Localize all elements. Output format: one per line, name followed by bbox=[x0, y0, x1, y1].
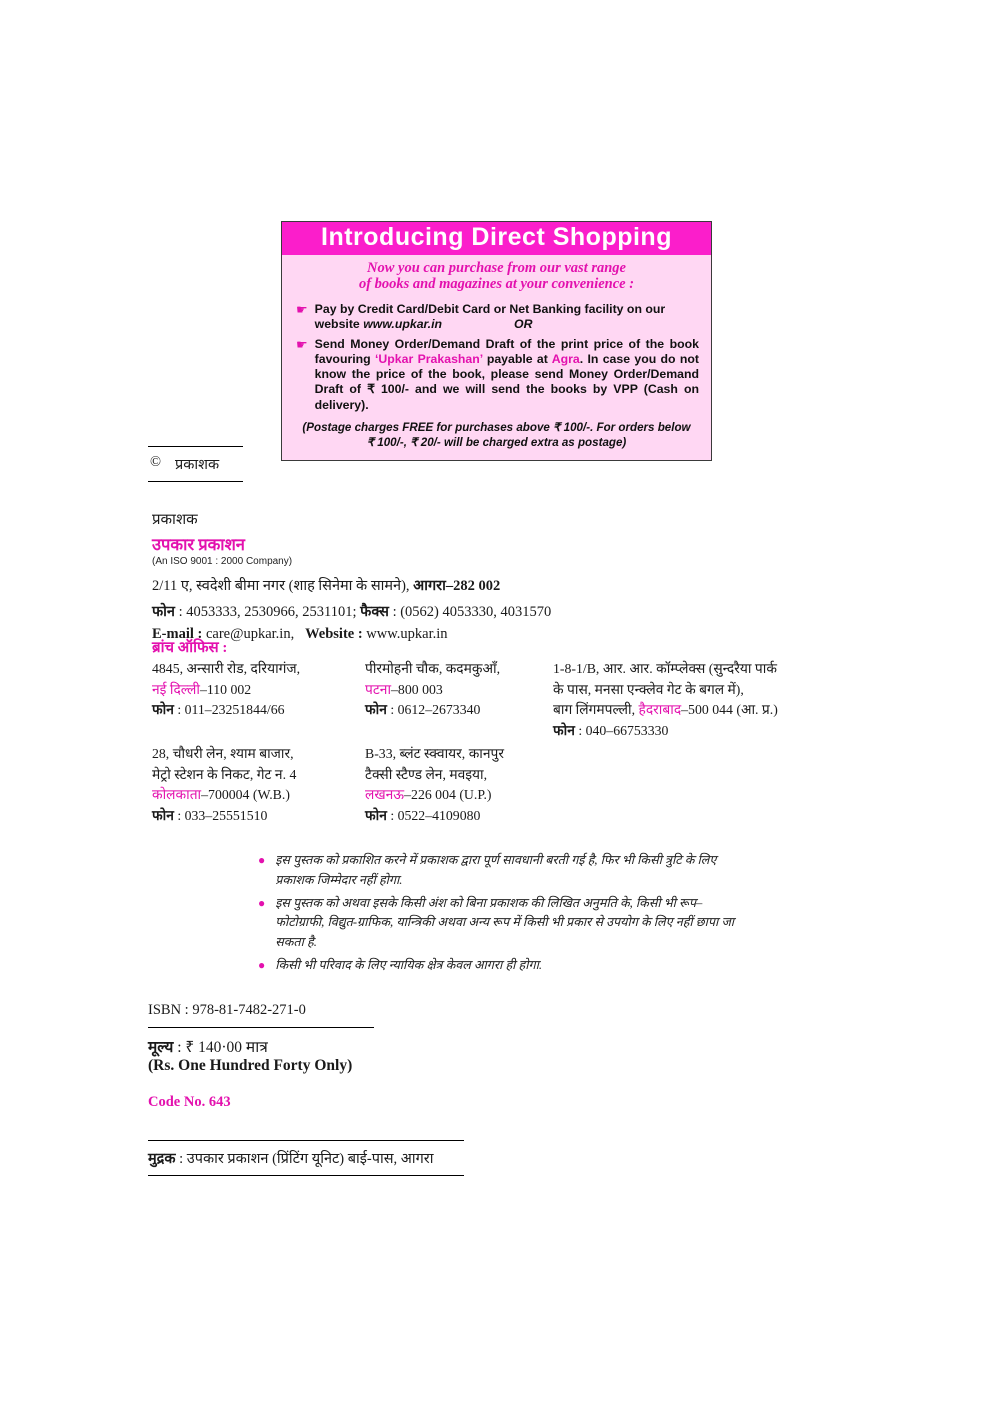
branch-address-line: 4845, अन्सारी रोड, दरियागंज, bbox=[152, 661, 301, 676]
brand-name-upkar-prakashan: ‘Upkar Prakashan’ bbox=[374, 351, 483, 366]
branch-new-delhi bbox=[152, 659, 300, 721]
branch-address-line: टैक्सी स्टैण्ड लेन, मवइया, bbox=[365, 766, 488, 782]
branch-city: लखनऊ bbox=[365, 787, 405, 802]
website-label: Website : bbox=[305, 626, 363, 642]
printer-label: मुद्रक bbox=[148, 1151, 176, 1167]
branch-phone: फोन : 033–25551510 bbox=[152, 807, 268, 823]
email-label: E-mail : bbox=[152, 626, 203, 642]
pointing-hand-icon: ☛ bbox=[296, 302, 308, 317]
branch-address-line: के पास, मनसा एन्क्लेव गेट के बगल में), bbox=[553, 681, 744, 697]
email-value: care@upkar.in, bbox=[205, 626, 295, 642]
price-line bbox=[148, 1035, 268, 1057]
isbn-number: ISBN : 978-81-7482-271-0 bbox=[148, 1002, 374, 1028]
branch-city-line: कोलकाता–700004 (W.B.) bbox=[152, 787, 290, 802]
promo-tagline-line2: of books and magazines at your convenience : bbox=[358, 276, 635, 292]
publisher-heading: प्रकाशक bbox=[152, 512, 198, 528]
phone-label: फोन bbox=[152, 603, 175, 620]
branch-kolkata bbox=[152, 744, 296, 826]
legal-note-reproduction bbox=[258, 894, 738, 953]
price-label: मूल्य bbox=[148, 1039, 174, 1056]
postage-note-line1: (Postage charges FREE for purchases above ₹ 100/-. For orders below bbox=[302, 421, 691, 435]
price-in-words: (Rs. One Hundred Forty Only) bbox=[148, 1057, 353, 1074]
branch-city-line: बाग लिंगमपल्ली, हैदराबाद–500 044 (आ. प्र.) bbox=[553, 702, 778, 717]
price-value: : ₹ 140·00 मात्र bbox=[177, 1039, 268, 1056]
city-agra: Agra bbox=[551, 351, 580, 366]
postage-note bbox=[292, 421, 701, 450]
copyright-label: प्रकाशक bbox=[175, 457, 220, 473]
promo-points bbox=[282, 292, 711, 413]
branch-city: पटना bbox=[365, 681, 392, 697]
branch-lucknow bbox=[365, 744, 504, 826]
promo-point-pay-line1: Pay by Credit Card/Debit Card or Net Banking facility on our bbox=[314, 302, 666, 316]
promo-tagline bbox=[282, 260, 711, 292]
legal-notes bbox=[258, 851, 738, 979]
branch-offices-heading: ब्रांच ऑफिस : bbox=[152, 640, 228, 656]
branch-city-line: पटना–800 003 bbox=[365, 681, 443, 697]
pointing-hand-icon: ☛ bbox=[296, 336, 308, 352]
branch-hyderabad bbox=[553, 659, 845, 741]
code-number: Code No. 643 bbox=[148, 1094, 231, 1110]
bullet-dot-icon: ● bbox=[258, 853, 266, 867]
branch-phone: फोन : 0522–4109080 bbox=[365, 807, 481, 823]
or-separator: OR bbox=[514, 317, 533, 332]
copyright-symbol: © bbox=[150, 454, 162, 470]
legal-note-text: इस पुस्तक को प्रकाशित करने में प्रकाशक द्वारा पूर्ण सावधानी बरती गई है, फिर भी किसी त्रुटि के लिए प्रकाशक जिम्मेदार नहीं होगा. bbox=[275, 853, 717, 887]
promo-point-money-order-text: Send Money Order/Demand Draft of the print price of the book favouring ‘Upkar Prakashan’ payable at Agra. In case you do not know the price of the book, please send Money Order/Demand Draft of ₹ 100/- and we will send the books by VPP (Cash on delivery). bbox=[314, 336, 699, 412]
iso-certification-note: (An ISO 9001 : 2000 Company) bbox=[152, 556, 293, 567]
legal-note-text: इस पुस्तक को अथवा इसके किसी अंश को बिना प्रकाशक की लिखित अनुमति के, किसी भी रूप–फोटोग्राफी, विद्युत-ग्राफिक, यान्त्रिकी अथवा अन्य रूप में किसी भी प्रकार से उपयोग के लिए नहीं छापा जा सकता है. bbox=[275, 895, 735, 950]
branch-city-line: लखनऊ–226 004 (U.P.) bbox=[365, 787, 492, 802]
branch-phone: फोन : 0612–2673340 bbox=[365, 702, 481, 717]
publisher-address-city: आगरा–282 002 bbox=[413, 578, 501, 594]
printer-block bbox=[148, 1140, 464, 1176]
publisher-address: 2/11 ए, स्वदेशी बीमा नगर (शाह सिनेमा के सामने), आगरा–282 002 bbox=[152, 578, 501, 594]
branch-patna bbox=[365, 659, 500, 721]
publisher-block bbox=[152, 509, 551, 649]
promo-box bbox=[281, 221, 712, 461]
branch-phone: फोन : 040–66753330 bbox=[553, 722, 669, 738]
legal-note-disclaimer bbox=[258, 851, 738, 891]
copyright-publisher-mark bbox=[148, 446, 243, 482]
branch-address-line: पीरमोहनी चौक, कदमकुआँ, bbox=[365, 661, 501, 676]
upkar-website-text: www.upkar.in bbox=[363, 317, 442, 332]
bullet-dot-icon: ● bbox=[258, 895, 266, 910]
branch-city-line: नई दिल्ली–110 002 bbox=[152, 681, 252, 697]
promo-point-pay-line2: website www.upkar.in OR bbox=[314, 317, 533, 332]
legal-note-text: किसी भी परिवाद के लिए न्यायिक क्षेत्र केवल आगरा ही होगा. bbox=[275, 957, 542, 972]
promo-tagline-line1: Now you can purchase from our vast range bbox=[366, 260, 626, 276]
bullet-dot-icon: ● bbox=[258, 957, 266, 972]
promo-point-pay-text bbox=[315, 302, 699, 333]
promo-point-pay-online bbox=[296, 302, 699, 333]
publisher-name: उपकार प्रकाशन bbox=[152, 535, 245, 554]
promo-point-money-order bbox=[296, 337, 699, 413]
fax-label: फैक्स bbox=[360, 603, 389, 620]
branch-address-line: 28, चौधरी लेन, श्याम बाजार, bbox=[152, 746, 294, 761]
branch-address-line: 1-8-1/B, आर. आर. कॉम्प्लेक्स (सुन्दरैया पार्क bbox=[553, 661, 777, 676]
printer-value: : उपकार प्रकाशन (प्रिंटिंग यूनिट) बाई-पास, आगरा bbox=[179, 1151, 434, 1167]
branch-address-line: B-33, ब्लंट स्क्वायर, कानपुर bbox=[365, 746, 505, 761]
legal-note-jurisdiction bbox=[258, 956, 738, 976]
publisher-phone-fax: फोन : 4053333, 2530966, 2531101; फैक्स : (0562) 4053330, 4031570 bbox=[152, 603, 552, 620]
postage-note-line2: ₹ 100/-, ₹ 20/- will be charged extra as postage) bbox=[366, 435, 627, 449]
branch-city: नई दिल्ली bbox=[152, 681, 200, 697]
branch-phone: फोन : 011–23251844/66 bbox=[152, 702, 285, 717]
website-value: www.upkar.in bbox=[366, 626, 448, 642]
branch-city: कोलकाता bbox=[152, 787, 202, 802]
branch-address-line: मेट्रो स्टेशन के निकट, गेट न. 4 bbox=[152, 766, 297, 782]
promo-title: Introducing Direct Shopping bbox=[282, 222, 711, 255]
branch-city: हैदराबाद bbox=[638, 702, 682, 717]
